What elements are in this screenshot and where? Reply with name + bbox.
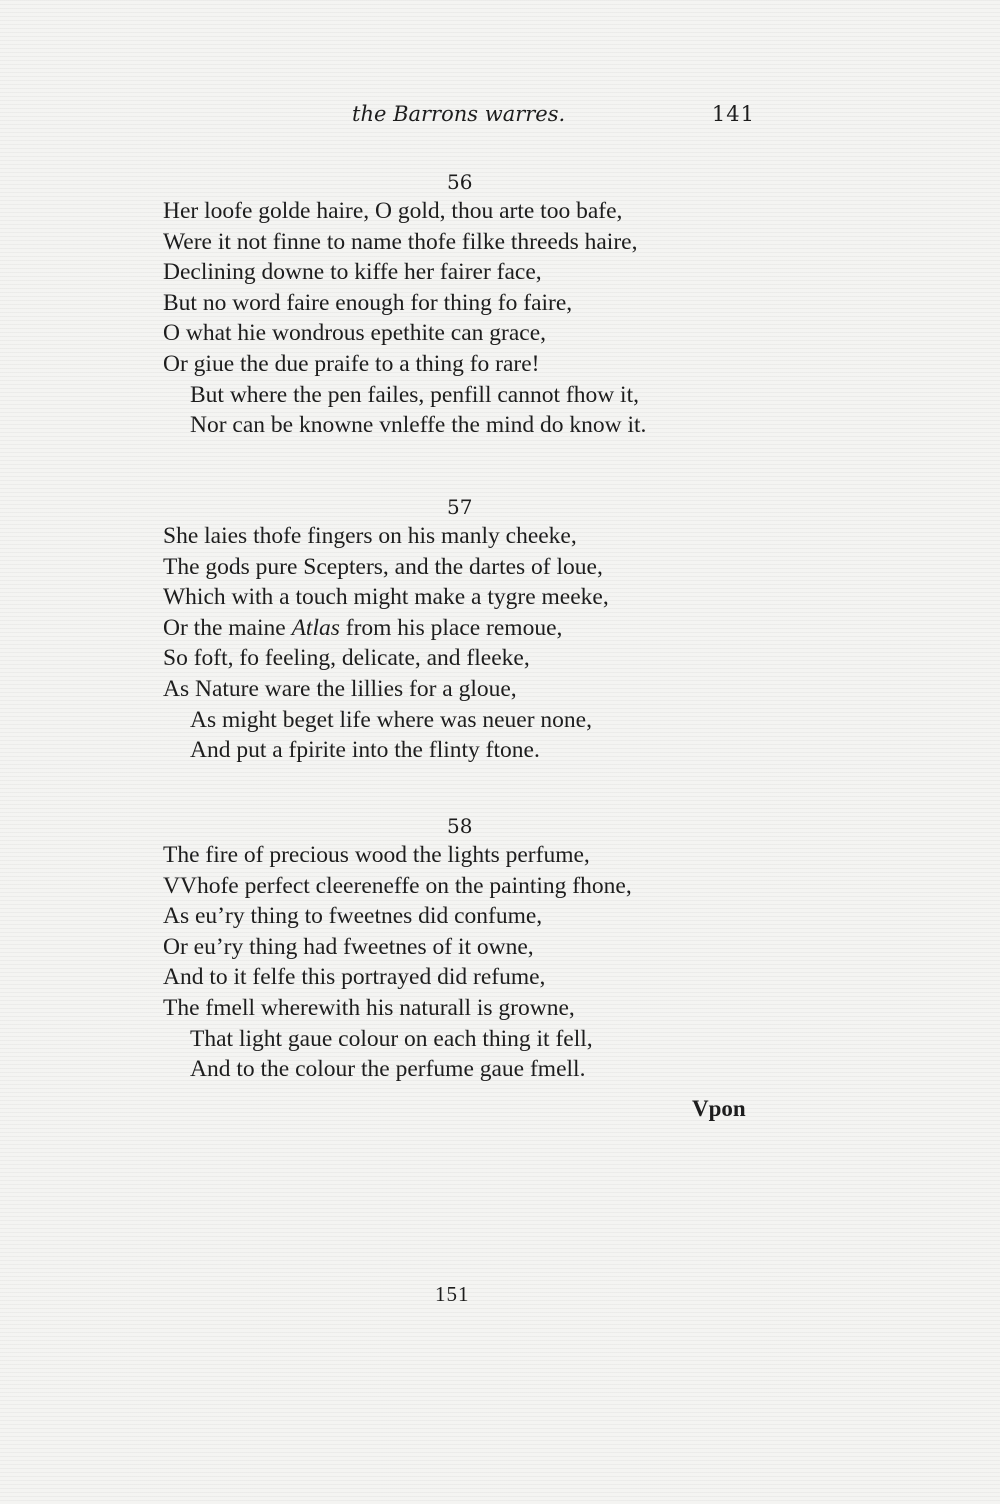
verse-line: Her loofe golde haire, O gold, thou arte too bafe, bbox=[163, 198, 623, 224]
page-number: 141 bbox=[711, 102, 755, 126]
verse-line: Or the maine Atlas from his place remoue, bbox=[163, 614, 563, 641]
verse-line-couplet: But where the pen failes, penfill cannot fhow it, bbox=[190, 381, 639, 408]
verse-line: As eu’ry thing to fweetnes did confume, bbox=[163, 903, 543, 930]
verse-line: O what hie wondrous epethite can grace, bbox=[163, 320, 547, 347]
verse-line: As Nature ware the lillies for a gloue, bbox=[163, 675, 517, 702]
stanza-56 bbox=[163, 168, 783, 441]
verse-line: The fmell wherewith his naturall is growne, bbox=[163, 994, 575, 1021]
verse-line: Or giue the due praife to a thing fo rare! bbox=[163, 350, 540, 377]
verse-line-couplet: And to the colour the perfume gaue fmell. bbox=[190, 1056, 586, 1083]
verse-line-couplet: That light gaue colour on each thing it fell, bbox=[190, 1025, 593, 1052]
verse-line-couplet: Nor can be knowne vnleffe the mind do know it. bbox=[190, 412, 647, 439]
verse-line-couplet: As might beget life where was neuer none, bbox=[190, 706, 592, 733]
verse-line: Which with a touch might make a tygre meeke, bbox=[163, 584, 609, 611]
signature-number: 151 bbox=[435, 1282, 470, 1306]
catchword: Vpon bbox=[692, 1096, 746, 1121]
verse-line: The fire of precious wood the lights perfume, bbox=[163, 842, 590, 868]
verse-line: And to it felfe this portrayed did refume, bbox=[163, 964, 546, 991]
verse-line: So foft, fo feeling, delicate, and fleeke, bbox=[163, 645, 530, 672]
verse-line: The gods pure Scepters, and the dartes of loue, bbox=[163, 553, 603, 580]
verse-line: But no word faire enough for thing fo faire, bbox=[163, 289, 573, 316]
verse-line-couplet: And put a fpirite into the flinty ftone. bbox=[190, 737, 540, 764]
running-title: the Barrons warres. bbox=[352, 102, 566, 126]
stanza-number: 57 bbox=[447, 495, 473, 519]
verse-line: Were it not finne to name thofe filke threeds haire, bbox=[163, 228, 638, 255]
stanza-number: 58 bbox=[447, 814, 473, 838]
verse-line: Declining downe to kiffe her fairer face, bbox=[163, 259, 542, 286]
verse-line: Or eu’ry thing had fweetnes of it owne, bbox=[163, 933, 534, 960]
stanza-58 bbox=[163, 812, 783, 1085]
stanza-57 bbox=[163, 493, 783, 766]
running-header bbox=[0, 102, 1000, 134]
verse-line: She laies thofe fingers on his manly cheeke, bbox=[163, 523, 577, 549]
atlas-name: Atlas bbox=[291, 614, 340, 641]
verse-line: VVhofe perfect cleereneffe on the painting fhone, bbox=[163, 872, 632, 899]
stanza-number: 56 bbox=[447, 170, 473, 194]
